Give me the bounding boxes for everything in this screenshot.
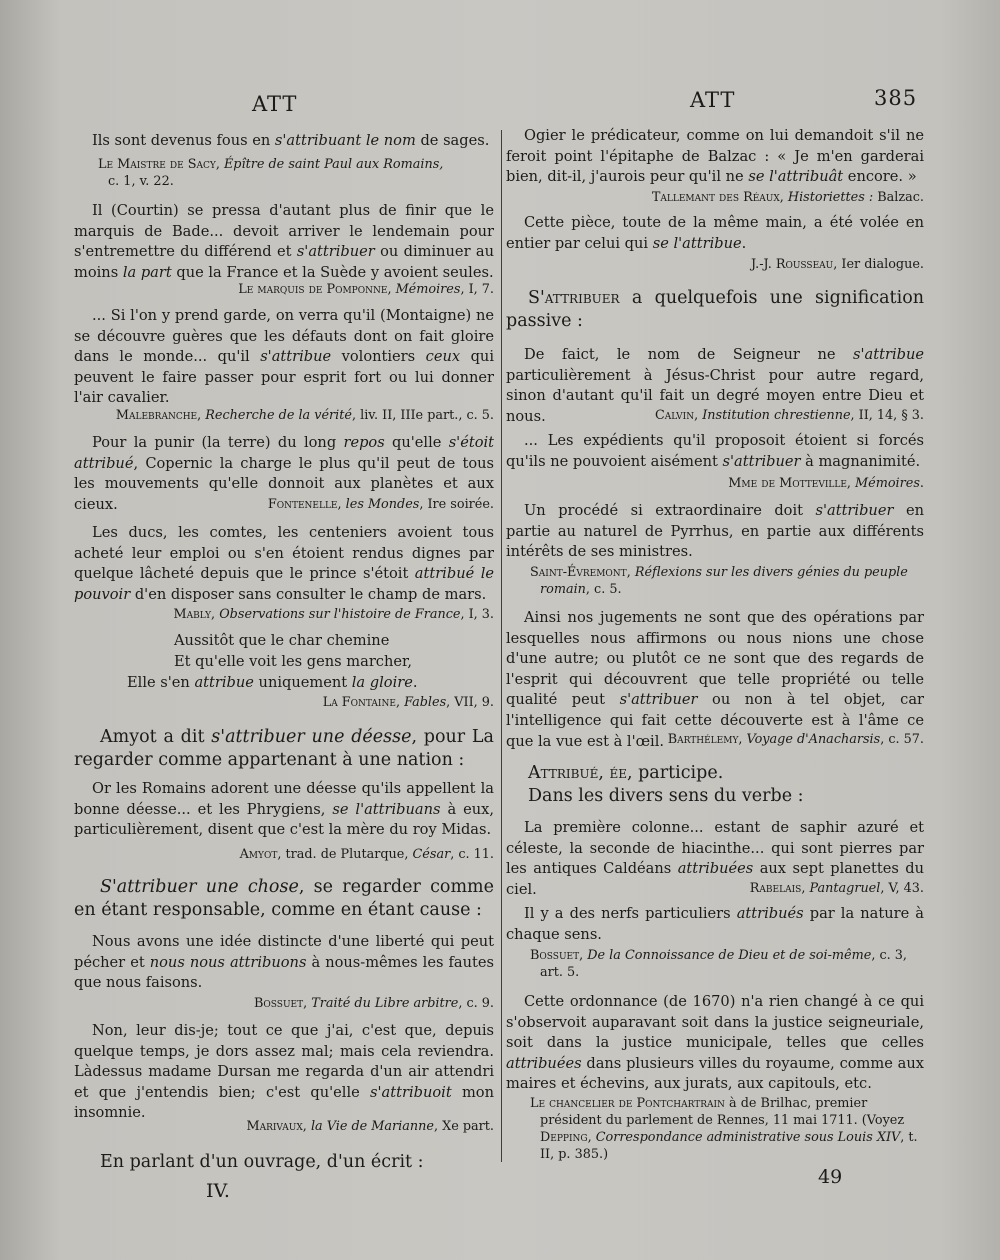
verse-line: Et qu'elle voit les gens marcher, bbox=[174, 653, 413, 670]
quote-paragraph: Cette pièce, toute de la même main, a été volée en entier par celui qui se l'attribue. bbox=[506, 214, 924, 252]
citation: Amyot, trad. de Plutarque, César, c. 11. bbox=[239, 847, 494, 862]
citation: Calvin, Institution chrestienne, II, 14, § 3. bbox=[654, 408, 924, 423]
citation: Marivaux, la Vie de Marianne, Xe part. bbox=[246, 1119, 494, 1134]
citation: Le Maistre de Sacy, Épître de saint Paul aux Romains, c. 1, v. 22. bbox=[98, 157, 444, 189]
quote-paragraph: Les ducs, les comtes, les centeniers avoient tous acheté leur emploi ou s'en étoient rendus dignes par quelque lâcheté depuis que le prince s'étoit attribué le pouvoir d'en disposer sans consulter le champ de mars. bbox=[74, 524, 494, 603]
quote-paragraph: Nous avons une idée distincte d'une liberté qui peut pécher et nous nous attribuons à nous-mêmes les fautes que nous faisons. bbox=[74, 933, 494, 992]
quote-paragraph: Un procédé si extraordinaire doit s'attribuer en partie au naturel de Pyrrhus, en partie aux différents intérêts de ses ministres. bbox=[506, 502, 924, 561]
quote-paragraph: Pour la punir (la terre) du long repos qu'elle s'étoit attribué, Copernic la charge le plus qu'il peut de tous les mouvements qu'elle donnoit aux planètes et aux cieux. bbox=[74, 434, 495, 513]
verse-line: Elle s'en attribue uniquement la gloire. bbox=[127, 674, 418, 691]
citation: Fontenelle, les Mondes, Ire soirée. bbox=[267, 497, 494, 512]
running-head-right: ATT bbox=[690, 88, 736, 112]
column-divider bbox=[501, 130, 502, 1162]
signature-mark: IV. bbox=[206, 1180, 230, 1202]
quote-paragraph: Il y a des nerfs particuliers attribués par la nature à chaque sens. bbox=[506, 905, 924, 943]
section-heading: Amyot a dit s'attribuer une déesse, pour La regarder comme appartenant à une nation : bbox=[74, 727, 494, 770]
signature-number: 49 bbox=[818, 1166, 843, 1188]
citation: La Fontaine, Fables, VII, 9. bbox=[322, 695, 494, 710]
verse-line: Aussitôt que le char chemine bbox=[174, 632, 390, 649]
quote-paragraph: ... Les expédients qu'il proposoit étoient si forcés qu'ils ne pouvoient aisément s'attribuer à magnanimité. bbox=[506, 432, 924, 470]
citation: Malebranche, Recherche de la vérité, liv. II, IIIe part., c. 5. bbox=[115, 408, 494, 423]
quote-paragraph: Ainsi nos jugements ne sont que des opérations par lesquelles nous affirmons ou nous nions une chose d'une autre; ou plutôt ce ne sont que des regards de l'esprit qui découvrent que telle propriété ou telle qualité peut s'attribuer ou non à tel objet, car l'intelligence qui fait cette découverte est à l'âme ce que la vue est à l'œil. bbox=[506, 609, 924, 750]
quote-paragraph: Cette ordonnance (de 1670) n'a rien changé à ce qui s'observoit auparavant soit dans la justice seigneuriale, soit dans la justice municipale, telles que celles attribuées dans plusieurs villes du royaume, comme aux maires et échevins, aux jurats, aux capitouls, etc. bbox=[506, 993, 924, 1093]
quote-paragraph: Il (Courtin) se pressa d'autant plus de finir que le marquis de Bade... devoit arriver le lendemain pour s'entremettre du différend et s'attribuer ou diminuer au moins la part que la France et la Suède y avoient seules. bbox=[74, 202, 494, 281]
quote-paragraph: ... Si l'on y prend garde, on verra qu'il (Montaigne) ne se découvre guères que les défauts dont on fait gloire dans le monde... qu'il s'attribue volontiers ceux qui peuvent le faire passer pour esprit fort ou lui donner l'air cavalier. bbox=[74, 307, 494, 407]
citation: J.-J. Rousseau, Ier dialogue. bbox=[751, 257, 924, 272]
citation: Saint-Évremont, Réflexions sur les divers génies du peuple romain, c. 5. bbox=[530, 565, 908, 597]
quote-paragraph: Ils sont devenus fous en s'attribuant le nom de sages. bbox=[92, 132, 490, 149]
quote-paragraph: Ogier le prédicateur, comme on lui demandoit s'il ne feroit point l'épitaphe de Balzac : « Je m'en garderai bien, dit-il, j'aurois peur qu'il ne se l'attribuât encore. » bbox=[506, 127, 924, 186]
page-number: 385 bbox=[874, 86, 918, 110]
citation: Bossuet, De la Connoissance de Dieu et de soi-même, c. 3, art. 5. bbox=[530, 948, 907, 980]
quote-paragraph: De faict, le nom de Seigneur ne s'attribue particulièrement à Jésus-Christ pour autre regard, sinon d'autant qu'il fait un degré moyen entre Dieu et nous. bbox=[506, 346, 924, 425]
running-head-left: ATT bbox=[252, 92, 298, 116]
section-heading: Attribué, ée, participe. Dans les divers sens du verbe : bbox=[528, 763, 804, 806]
section-heading: En parlant d'un ouvrage, d'un écrit : bbox=[100, 1152, 424, 1172]
citation: Rabelais, Pantagruel, V, 43. bbox=[749, 881, 924, 896]
citation: Tallemant des Réaux, Historiettes : Balzac. bbox=[651, 190, 924, 205]
citation: Bossuet, Traité du Libre arbitre, c. 9. bbox=[254, 996, 494, 1011]
quote-paragraph: La première colonne... estant de saphir azuré et céleste, la seconde de hiacinthe... qui sont pierres par les antiques Caldéans attribuées aux sept planettes du ciel. bbox=[506, 819, 925, 898]
section-heading: S'attribuer une chose, se regarder comme en étant responsable, comme en étant cause : bbox=[74, 877, 494, 920]
citation: Mably, Observations sur l'histoire de France, I, 3. bbox=[173, 607, 494, 622]
section-heading: S'attribuer a quelquefois une signification passive : bbox=[506, 288, 924, 331]
quote-paragraph: Non, leur dis-je; tout ce que j'ai, c'est que, depuis quelque temps, je dors assez mal; mais cela reviendra. Làdessus madame Dursan me regarda d'un air attendri et que j'entendis bien; c'est qu'elle s'attribuoit mon insomnie. bbox=[74, 1022, 494, 1122]
citation: Barthélemy, Voyage d'Anacharsis, c. 57. bbox=[667, 732, 924, 747]
citation: Le chancelier de Pontchartrain à de Brilhac, premier président du parlement de Rennes, 11 mai 1711. (Voyez Depping, Correspondance administrative sous Louis XIV, t. II, p. 385.) bbox=[530, 1096, 918, 1162]
citation: Le marquis de Pomponne, Mémoires, I, 7. bbox=[238, 282, 494, 297]
quote-paragraph: Or les Romains adorent une déesse qu'ils appellent la bonne déesse... et les Phrygiens, se l'attribuans à eux, particulièrement, disent que c'est la mère du roy Midas. bbox=[74, 780, 494, 839]
citation: Mme de Motteville, Mémoires. bbox=[728, 476, 924, 491]
